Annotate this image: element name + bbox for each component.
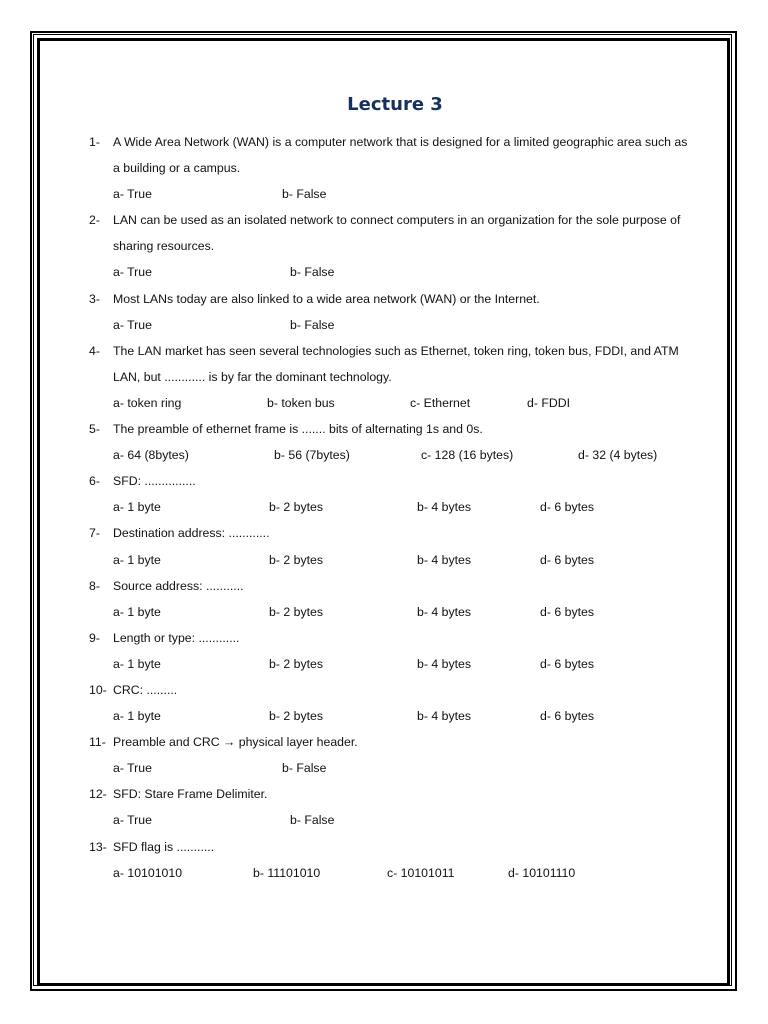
answer-option[interactable]: b- 4 bytes (417, 500, 471, 515)
question-number: 1- (89, 135, 100, 149)
question-number: 6- (89, 474, 100, 489)
answer-option[interactable]: d- 32 (4 bytes) (578, 448, 658, 463)
answer-options (89, 599, 689, 625)
question-text: Destination address: ............ (113, 526, 270, 541)
answer-option[interactable]: b- 2 bytes (269, 604, 323, 619)
answer-options (89, 547, 689, 573)
question-number: 12- (89, 787, 107, 802)
answer-option[interactable]: a- True (113, 265, 152, 280)
answer-option[interactable]: c- Ethernet (410, 395, 471, 410)
answer-option[interactable]: d- 6 bytes (540, 656, 594, 671)
answer-option[interactable]: b- False (290, 317, 335, 332)
question-item (89, 729, 689, 755)
answer-options (89, 807, 689, 833)
answer-options (89, 390, 689, 416)
answer-option[interactable]: d- 6 bytes (540, 500, 594, 515)
answer-option[interactable]: b- False (282, 761, 327, 776)
question-item (89, 207, 689, 259)
question-number: 5- (89, 422, 100, 437)
question-text: LAN can be used as an isolated network to connect computers in an organization for the sole purpose of sharing resources. (113, 213, 681, 254)
question-number: 11- (89, 735, 106, 750)
answer-option[interactable]: b- 4 bytes (417, 604, 471, 619)
question-list (89, 129, 689, 886)
answer-option[interactable]: a- 1 byte (113, 656, 161, 671)
answer-option[interactable]: d- 6 bytes (540, 552, 594, 567)
question-number: 13- (89, 839, 107, 854)
answer-option[interactable]: b- 11101010 (253, 865, 321, 880)
answer-option[interactable]: c- 128 (16 bytes) (421, 448, 514, 463)
question-item (89, 520, 689, 546)
answer-option[interactable]: a- True (113, 813, 152, 828)
answer-option[interactable]: b- 4 bytes (417, 552, 471, 567)
question-text: CRC: ......... (113, 682, 178, 697)
question-text: Source address: ........... (113, 578, 244, 593)
answer-option[interactable]: b- False (282, 187, 327, 202)
answer-option[interactable]: b- 4 bytes (417, 709, 471, 724)
answer-option[interactable]: d- 6 bytes (540, 604, 594, 619)
question-text: Most LANs today are also linked to a wide area network (WAN) or the Internet. (113, 291, 540, 306)
question-item (89, 286, 689, 312)
question-item (89, 625, 689, 651)
question-item (89, 468, 689, 494)
answer-option[interactable]: b- 2 bytes (269, 656, 323, 671)
question-item (89, 834, 689, 860)
answer-options (89, 703, 689, 729)
answer-option[interactable]: a- True (113, 317, 152, 332)
question-item (89, 338, 689, 390)
answer-option[interactable]: d- 10101110 (508, 865, 576, 880)
answer-options (89, 312, 689, 338)
answer-option[interactable]: a- 1 byte (113, 500, 161, 515)
answer-option[interactable]: b- 2 bytes (269, 709, 323, 724)
question-item (89, 573, 689, 599)
question-text: A Wide Area Network (WAN) is a computer network that is designed for a limited geographic area such as a building or a campus. (113, 135, 688, 176)
question-text: The LAN market has seen several technologies such as Ethernet, token ring, token bus, FDDI, and ATM LAN, but ............ is by far the dominant technology. (113, 343, 679, 384)
question-number: 4- (89, 343, 100, 358)
answer-options (89, 259, 689, 285)
page-title: Lecture 3 (347, 94, 443, 115)
question-text: The preamble of ethernet frame is ....... bits of alternating 1s and 0s. (113, 422, 483, 437)
question-item (89, 129, 689, 181)
answer-options (89, 860, 689, 886)
answer-options (89, 181, 689, 207)
answer-option[interactable]: b- token bus (267, 395, 335, 410)
answer-option[interactable]: a- 1 byte (113, 709, 161, 724)
question-number: 3- (89, 291, 100, 306)
question-item (89, 416, 689, 442)
question-item (89, 677, 689, 703)
question-number: 10- (89, 682, 107, 697)
answer-option[interactable]: b- 56 (7bytes) (274, 448, 350, 463)
question-number: 7- (89, 526, 100, 541)
answer-option[interactable]: b- False (290, 813, 335, 828)
answer-options (89, 494, 689, 520)
question-text: SFD flag is ........... (113, 839, 215, 854)
question-number: 9- (89, 630, 100, 645)
answer-option[interactable]: a- 1 byte (113, 604, 161, 619)
answer-option[interactable]: b- 2 bytes (269, 552, 323, 567)
question-number: 2- (89, 213, 100, 228)
answer-options (89, 651, 689, 677)
answer-option[interactable]: a- token ring (113, 395, 182, 410)
question-text: SFD: ............... (113, 474, 196, 489)
answer-options (89, 442, 689, 468)
answer-option[interactable]: c- 10101011 (387, 865, 455, 880)
question-text: Preamble and CRC → physical layer header. (113, 735, 358, 750)
answer-option[interactable]: a- 1 byte (113, 552, 161, 567)
answer-option[interactable]: a- 64 (8bytes) (113, 448, 189, 463)
answer-option[interactable]: a- True (113, 187, 152, 202)
answer-option[interactable]: b- 2 bytes (269, 500, 323, 515)
question-text: SFD: Stare Frame Delimiter. (113, 787, 268, 802)
answer-options (89, 755, 689, 781)
question-text: Length or type: ............ (113, 630, 240, 645)
question-item (89, 781, 689, 807)
answer-option[interactable]: d- 6 bytes (540, 709, 594, 724)
answer-option[interactable]: a- 10101010 (113, 865, 183, 880)
answer-option[interactable]: b- 4 bytes (417, 656, 471, 671)
answer-option[interactable]: b- False (290, 265, 335, 280)
answer-option[interactable]: a- True (113, 761, 152, 776)
question-number: 8- (89, 578, 100, 593)
answer-option[interactable]: d- FDDI (527, 395, 571, 410)
